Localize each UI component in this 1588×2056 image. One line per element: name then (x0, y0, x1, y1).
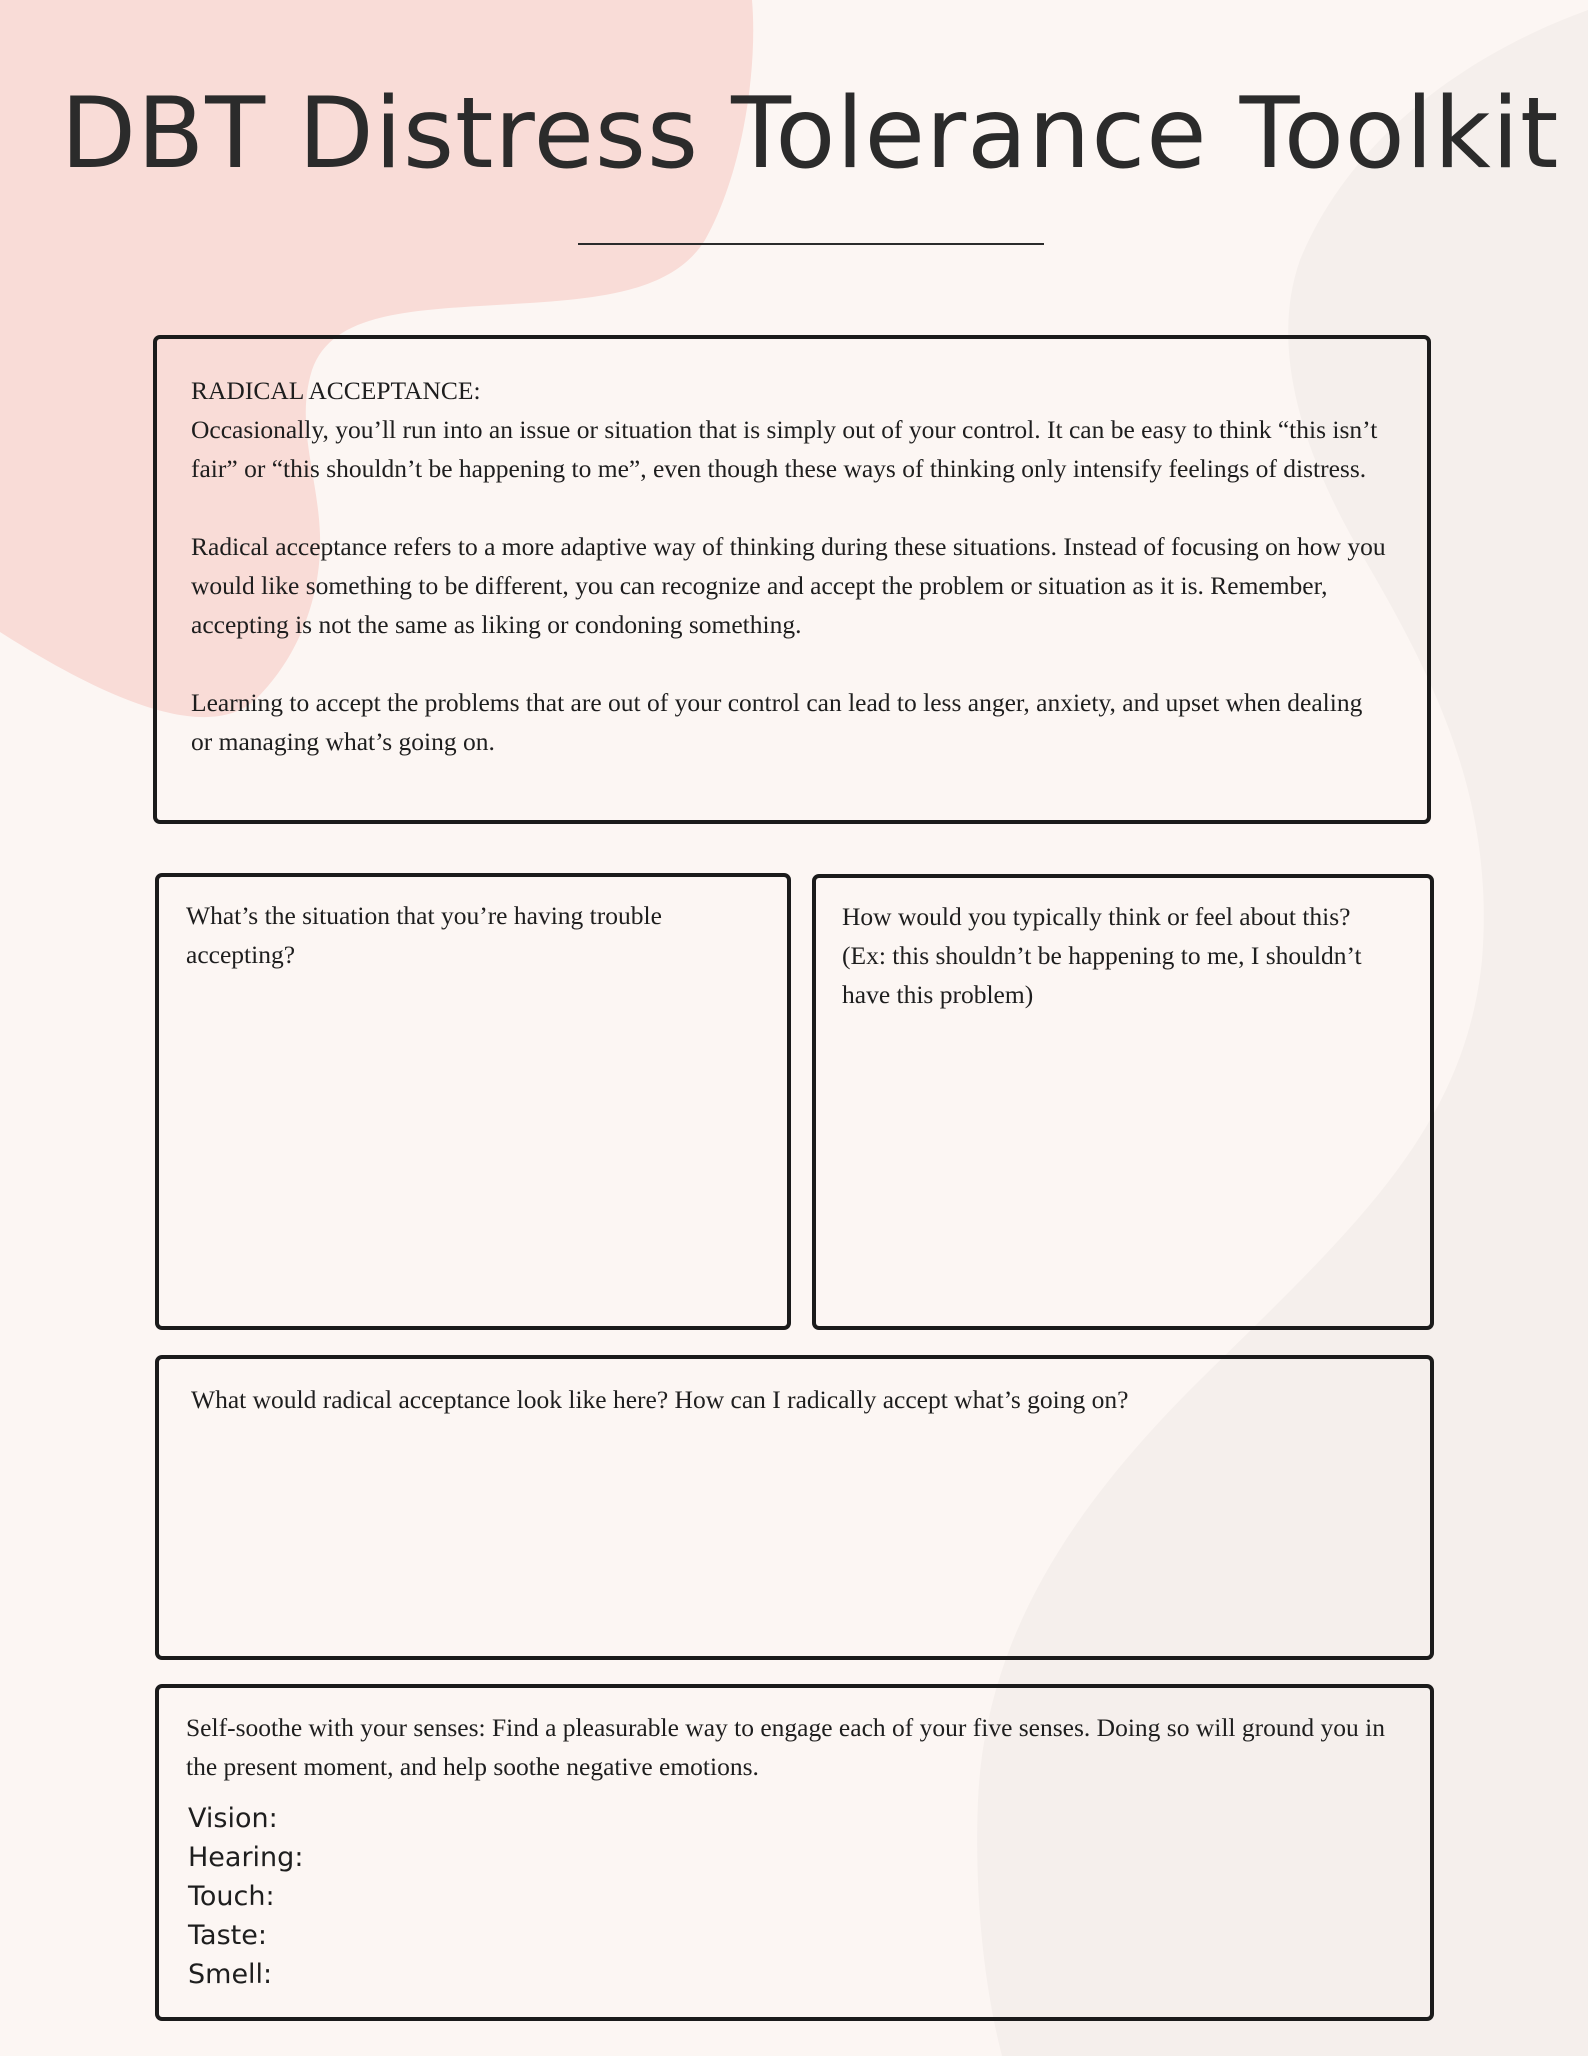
radical-acceptance-section (153, 335, 1431, 824)
senses-list (186, 1799, 1390, 1994)
page-title: DBT Distress Tolerance Toolkit (60, 77, 1560, 191)
radical-acceptance-heading: RADICAL ACCEPTANCE: (191, 376, 481, 405)
situation-prompt: What’s the situation that you’re having trouble accepting? (186, 901, 662, 969)
self-soothe-intro: Self-soothe with your senses: Find a pleasurable way to engage each of your five senses. Doing so will ground you in the present moment, and help soothe negative emotions. (186, 1713, 1385, 1781)
radical-acceptance-paragraph-1: Occasionally, you’ll run into an issue or situation that is simply out of your control. It can be easy to think “this isn’t fair” or “this shouldn’t be happening to me”, even though these ways of thinking only intensify feelings of distress. (191, 415, 1378, 483)
radical-acceptance-paragraph-2: Radical acceptance refers to a more adaptive way of thinking during these situations. Instead of focusing on how you would like something to be different, you can recognize and accept the problem or situation as it is. Remember, accepting is not the same as liking or condoning something. (191, 532, 1386, 639)
radical-acceptance-answer-box[interactable] (155, 1355, 1434, 1660)
sense-smell-label: Smell: (188, 1959, 273, 1990)
sense-vision-label: Vision: (188, 1803, 278, 1834)
typical-thoughts-answer-box[interactable] (812, 874, 1434, 1330)
radical-acceptance-prompt: What would radical acceptance look like here? How can I radically accept what’s going on? (191, 1385, 1129, 1414)
sense-touch-label: Touch: (188, 1881, 275, 1912)
sense-hearing-label: Hearing: (188, 1842, 304, 1873)
radical-acceptance-paragraph-3: Learning to accept the problems that are out of your control can lead to less anger, anxiety, and upset when dealing or managing what’s going on. (191, 688, 1363, 756)
typical-thoughts-prompt: How would you typically think or feel about this? (Ex: this shouldn’t be happening to me, I shouldn’t have this problem) (842, 902, 1362, 1009)
situation-answer-box[interactable] (155, 873, 791, 1330)
self-soothe-answer-box[interactable] (155, 1684, 1434, 2021)
title-divider (578, 243, 1044, 245)
paragraph-spacer (191, 488, 1387, 527)
sense-taste-label: Taste: (188, 1920, 267, 1951)
paragraph-spacer (191, 644, 1387, 683)
